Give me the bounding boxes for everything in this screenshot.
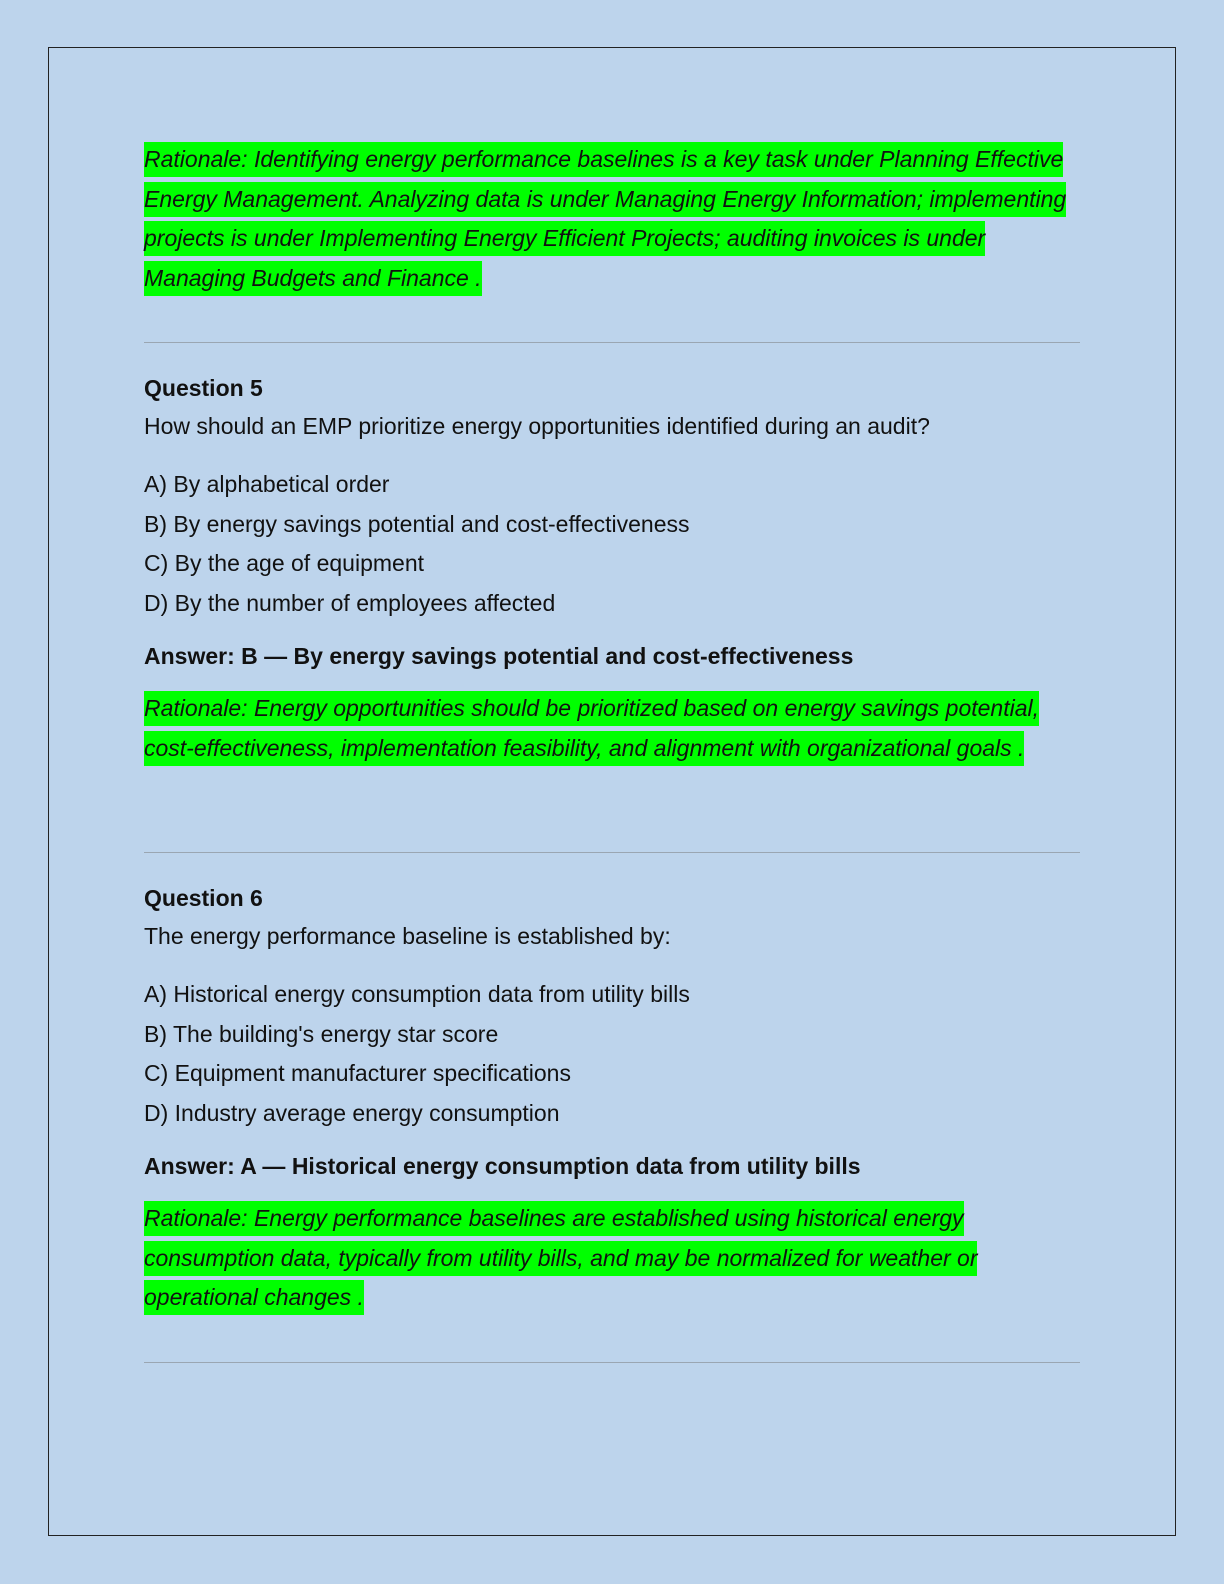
question-title: Question 5 xyxy=(144,375,263,401)
rationale-highlight: Rationale: Energy performance baselines are established using historical energy consumption data, typically from utility bills, and may be normalized for weather or operational changes . xyxy=(144,1201,977,1315)
question-text: How should an EMP prioritize energy opportunities identified during an audit? xyxy=(144,413,930,439)
rationale-text xyxy=(144,689,1080,768)
options-list xyxy=(144,975,1080,1133)
option-c: C) Equipment manufacturer specifications xyxy=(144,1060,571,1086)
rationale-block-q4 xyxy=(144,140,1080,298)
rationale-highlight: Rationale: Energy opportunities should be prioritized based on energy savings potential, cost-effectiveness, implementation feasibility, and alignment with organizational goals . xyxy=(144,691,1039,766)
rationale-highlight: Rationale: Identifying energy performance baselines is a key task under Planning Effective Energy Management. Analyzing data is under Managing Energy Information; implementing projects is under Implementing Energy Efficient Projects; auditing invoices is under Managing Budgets and Finance . xyxy=(144,142,1066,296)
rationale-text xyxy=(144,1199,1080,1318)
divider xyxy=(144,342,1080,343)
options-list xyxy=(144,465,1080,623)
option-d: D) By the number of employees affected xyxy=(144,589,556,616)
question-block-5 xyxy=(144,373,1080,768)
option-b: B) The building's energy star score xyxy=(144,1020,499,1047)
option-a: A) By alphabetical order xyxy=(144,471,390,497)
answer-text: Answer: A — Historical energy consumption data from utility bills xyxy=(144,1153,861,1179)
option-d: D) Industry average energy consumption xyxy=(144,1099,560,1126)
divider xyxy=(144,1362,1080,1363)
question-text: The energy performance baseline is established by: xyxy=(144,923,671,949)
question-title: Question 6 xyxy=(144,885,263,911)
option-c: C) By the age of equipment xyxy=(144,550,424,576)
option-b: B) By energy savings potential and cost-effectiveness xyxy=(144,510,690,537)
divider xyxy=(144,852,1080,853)
rationale-text xyxy=(144,140,1080,298)
question-block-6 xyxy=(144,883,1080,1318)
answer-text: Answer: B — By energy savings potential and cost-effectiveness xyxy=(144,643,854,669)
option-a: A) Historical energy consumption data from utility bills xyxy=(144,981,690,1007)
